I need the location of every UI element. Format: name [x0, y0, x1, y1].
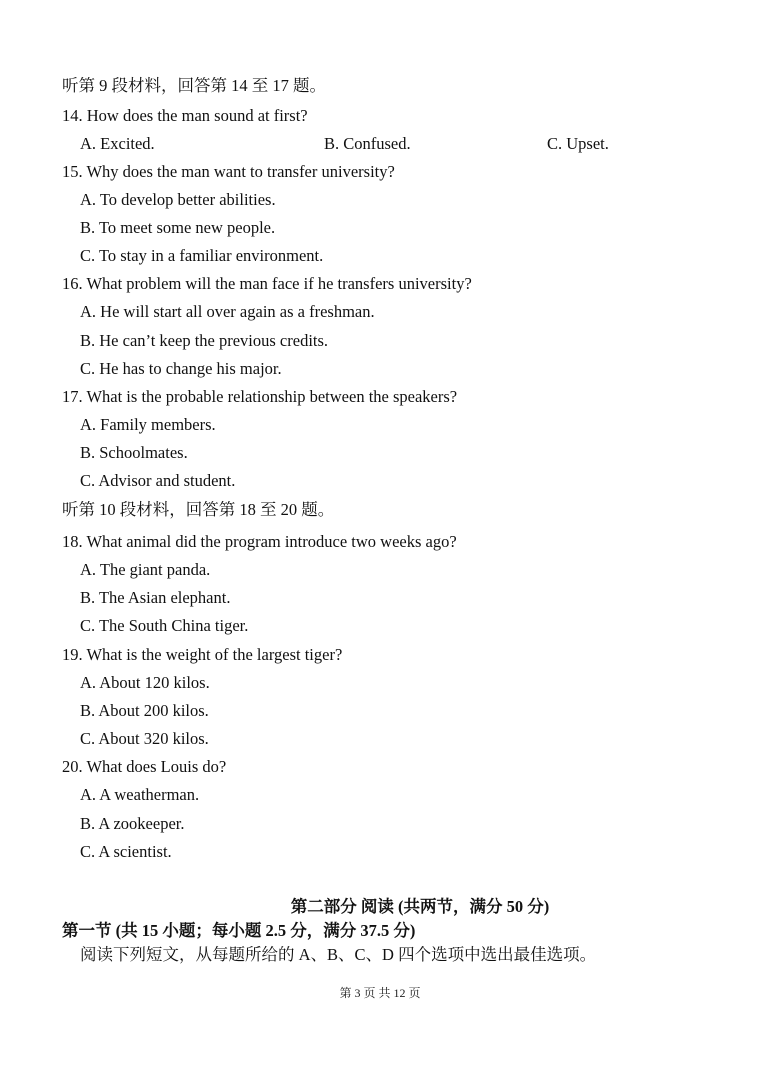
question-14-options	[0, 134, 760, 154]
section-intro-9: 听第 9 段材料，回答第 14 至 17 题。	[62, 76, 326, 95]
option-a: A. To develop better abilities.	[80, 190, 276, 209]
option-b: B. About 200 kilos.	[80, 701, 209, 720]
question-19-stem: 19. What is the weight of the largest tiger?	[62, 645, 343, 664]
option-a: A. About 120 kilos.	[80, 673, 210, 692]
option-a: A. A weatherman.	[80, 785, 200, 804]
question-16-stem: 16. What problem will the man face if he transfers university?	[62, 274, 472, 293]
option-c: C. To stay in a familiar environment.	[80, 246, 324, 265]
question-17-stem: 17. What is the probable relationship between the speakers?	[62, 387, 458, 406]
part-2-title: 第二部分 阅读 (共两节，满分 50 分)	[290, 897, 550, 916]
question-14-stem: 14. How does the man sound at first?	[62, 106, 308, 125]
question-18-stem: 18. What animal did the program introduce two weeks ago?	[62, 532, 457, 551]
option-c: C. He has to change his major.	[80, 359, 282, 378]
option-c: C. A scientist.	[80, 842, 172, 861]
option-c: C. Upset.	[547, 134, 609, 153]
option-b: B. A zookeeper.	[80, 814, 185, 833]
option-a: A. Family members.	[80, 415, 216, 434]
option-c: C. The South China tiger.	[80, 616, 249, 635]
question-20-stem: 20. What does Louis do?	[62, 757, 227, 776]
section-intro-10: 听第 10 段材料，回答第 18 至 20 题。	[62, 500, 335, 519]
option-b: B. He can’t keep the previous credits.	[80, 331, 329, 350]
option-b: B. The Asian elephant.	[80, 588, 231, 607]
option-b: B. Schoolmates.	[80, 443, 188, 462]
option-a: A. The giant panda.	[80, 560, 211, 579]
reading-instruction: 阅读下列短文，从每题所给的 A、B、C、D 四个选项中选出最佳选项。	[80, 945, 597, 964]
option-c: C. Advisor and student.	[80, 471, 236, 490]
question-15-stem: 15. Why does the man want to transfer university?	[62, 162, 395, 181]
option-a: A. He will start all over again as a freshman.	[80, 302, 375, 321]
option-b: B. To meet some new people.	[80, 218, 276, 237]
option-c: C. About 320 kilos.	[80, 729, 209, 748]
option-b: B. Confused.	[324, 134, 411, 153]
option-a: A. Excited.	[80, 134, 155, 153]
page-footer: 第 3 页 共 12 页	[339, 986, 421, 1000]
section-1-title: 第一节 (共 15 小题；每小题 2.5 分，满分 37.5 分)	[62, 921, 416, 940]
